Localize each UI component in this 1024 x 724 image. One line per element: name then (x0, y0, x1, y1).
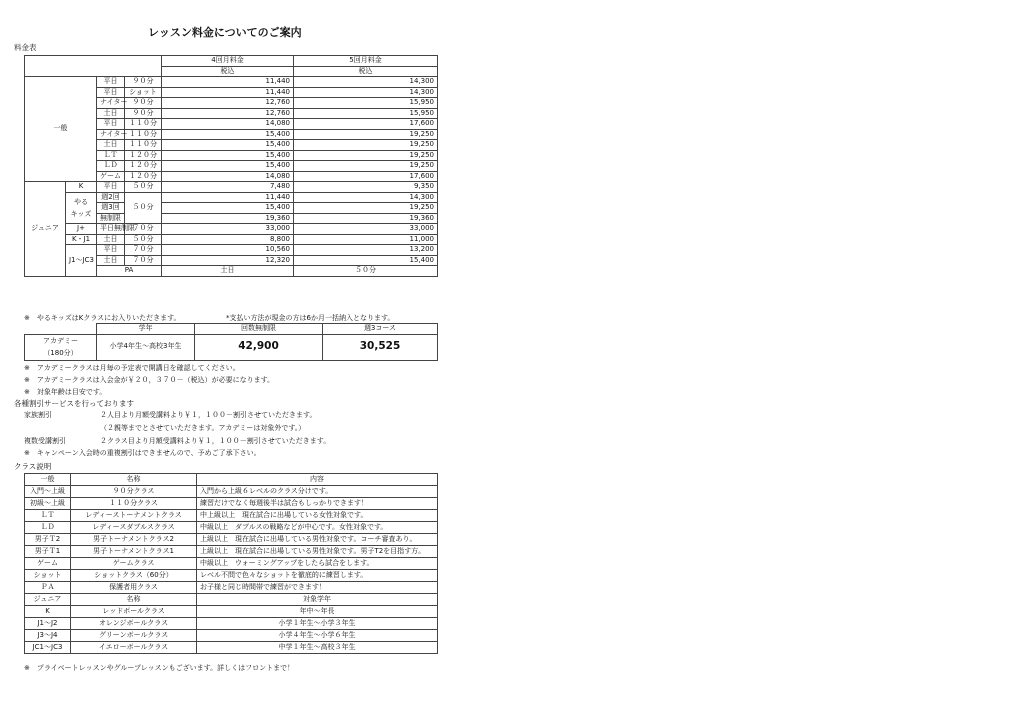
academy-note-2: ※ 対象年齢は目安です。 (24, 388, 107, 396)
jplus-p4: 33,000 (162, 224, 294, 235)
academy-grade: 小学4年生～高校3年生 (97, 334, 195, 360)
class-name: 男子トーナメントクラス1 (71, 546, 197, 558)
general-day: ナイター (97, 129, 125, 140)
general-price-5: 15,950 (294, 98, 438, 109)
junior-k-label: K (66, 182, 97, 193)
kj1-day: 土日 (97, 234, 125, 245)
kj1-p4: 8,800 (162, 234, 294, 245)
class-level: 男子Ｔ2 (25, 534, 71, 546)
general-price-4: 12,760 (162, 98, 294, 109)
general-duration: １２０分 (125, 150, 162, 161)
junior-class-name: オレンジボールクラス (71, 618, 197, 630)
academy-note-1: ※ アカデミークラスは入会金が￥２０，３７０－（税込）が必要になります。 (24, 376, 275, 384)
junior-class-header-name: 名称 (71, 594, 197, 606)
class-name: ショットクラス（60分） (71, 570, 197, 582)
j1jc3-label: J1～JC3 (66, 245, 97, 277)
pa-day: 土日 (162, 266, 294, 277)
general-day: ナイター (97, 98, 125, 109)
junior-k-p4: 7,480 (162, 182, 294, 193)
junior-class-row (25, 630, 438, 642)
junior-k-day: 平日 (97, 182, 125, 193)
header-5-times: 5回月料金 (294, 56, 438, 67)
j1jc3-row-1-p4: 12,320 (162, 255, 294, 266)
j1jc3-row-0-p5: 13,200 (294, 245, 438, 256)
class-row (25, 534, 438, 546)
general-price-5: 19,250 (294, 150, 438, 161)
general-price-5: 19,250 (294, 161, 438, 172)
class-row (25, 558, 438, 570)
j1jc3-row-0-day: 平日 (97, 245, 125, 256)
junior-rows (25, 182, 438, 277)
multi-discount-label: 複数受講割引 (24, 437, 66, 445)
junior-k-dur: ５０分 (125, 182, 162, 193)
academy-note-0: ※ アカデミークラスは月毎の予定表で開講日を確認してください。 (24, 364, 240, 372)
yaru-kids-label: やる キッズ (66, 192, 97, 224)
j1jc3-row-1-dur: ７０分 (125, 255, 162, 266)
class-row (25, 510, 438, 522)
header-4-times: 4回月料金 (162, 56, 294, 67)
class-header-name: 名称 (71, 474, 197, 486)
class-row (25, 582, 438, 594)
general-duration: １２０分 (125, 161, 162, 172)
general-duration: １１０分 (125, 140, 162, 151)
class-content: 入門から上級６レベルのクラス分けです。 (197, 486, 438, 498)
academy-header-week3: 週3コース (323, 324, 438, 335)
j1jc3-row-0-dur: ７０分 (125, 245, 162, 256)
yaru-row-2-p4: 19,360 (162, 213, 294, 224)
class-header-content: 内容 (197, 474, 438, 486)
multi-discount-text: ２クラス目より月額受講料より￥１，１００－割引させていただきます。 (100, 437, 331, 445)
kj1-dur: ５０分 (125, 234, 162, 245)
academy-header-grade: 学年 (97, 324, 195, 335)
class-name: レディースダブルスクラス (71, 522, 197, 534)
general-price-4: 14,080 (162, 119, 294, 130)
pa-label: PA (97, 266, 162, 277)
j1jc3-row-1-p5: 15,400 (294, 255, 438, 266)
class-level: ショット (25, 570, 71, 582)
general-day: ＬＴ (97, 150, 125, 161)
family-discount-label: 家族割引 (24, 411, 52, 419)
jplus-p5: 33,000 (294, 224, 438, 235)
general-price-4: 11,440 (162, 77, 294, 88)
note-kids: ※ やるキッズはKクラスにお入りいただきます。 (24, 314, 181, 322)
yaru-row-0-p4: 11,440 (162, 192, 294, 203)
class-row (25, 546, 438, 558)
junior-class-name: レッドボールクラス (71, 606, 197, 618)
class-name: １１０分クラス (71, 498, 197, 510)
kj1-label: K・J1 (66, 234, 97, 245)
academy-header-unlimited: 回数無制限 (195, 324, 323, 335)
junior-class-grade: 小学１年生～小学３年生 (197, 618, 438, 630)
junior-class-header-grade: 対象学年 (197, 594, 438, 606)
class-content: お子様と同じ時間帯で練習ができます！ (197, 582, 438, 594)
general-price-5: 14,300 (294, 87, 438, 98)
general-day: 平日 (97, 77, 125, 88)
class-header-general: 一般 (25, 474, 71, 486)
campaign-note: ※ キャンペーン入会時の重複割引はできませんので、予めご了承下さい。 (24, 449, 261, 457)
class-level: 初級～上級 (25, 498, 71, 510)
general-price-5: 17,600 (294, 171, 438, 182)
general-day: ＬＤ (97, 161, 125, 172)
general-duration: １１０分 (125, 129, 162, 140)
general-day: 土日 (97, 140, 125, 151)
class-content: 中上級以上 現在試合に出場している女性対象です。 (197, 510, 438, 522)
family-discount-text: ２人目より月額受講料より￥１，１００－割引させていただきます。 (100, 411, 317, 419)
class-content: 上級以上 現在試合に出場している男性対象です。コーチ審査あり。 (197, 534, 438, 546)
junior-class-code: JC1～JC3 (25, 642, 71, 654)
junior-class-code: J1～J2 (25, 618, 71, 630)
subheader-tax-5: 税込 (294, 66, 438, 77)
class-level: 男子Ｔ1 (25, 546, 71, 558)
general-rows (25, 77, 438, 182)
junior-class-rows (25, 606, 438, 654)
class-level: ゲーム (25, 558, 71, 570)
general-day: 平日 (97, 87, 125, 98)
class-section-label: クラス説明 (14, 462, 52, 471)
class-level: 入門～上級 (25, 486, 71, 498)
class-rows (25, 486, 438, 594)
general-price-4: 15,400 (162, 150, 294, 161)
yaru-dur: ５０分 (125, 192, 162, 224)
general-price-5: 14,300 (294, 77, 438, 88)
general-duration: ９０分 (125, 108, 162, 119)
price-section-label: 料金表 (14, 43, 37, 52)
yaru-row-0-p5: 14,300 (294, 192, 438, 203)
general-price-4: 11,440 (162, 87, 294, 98)
yaru-row-1-day: 週3回 (97, 203, 125, 214)
general-price-row (25, 77, 438, 88)
general-duration: ショット (125, 87, 162, 98)
academy-label: アカデミー （180分） (25, 334, 97, 360)
junior-class-grade: 中学１年生～高校３年生 (197, 642, 438, 654)
family-discount-sub: （２親等までとさせていただきます。アカデミーは対象外です。） (100, 424, 306, 432)
pa-dur: ５０分 (294, 266, 438, 277)
class-name: 男子トーナメントクラス2 (71, 534, 197, 546)
yaru-row-1-p4: 15,400 (162, 203, 294, 214)
note-payment: *支払い方法が現金の方は6か月一括納入となります。 (226, 314, 395, 322)
junior-class-row (25, 642, 438, 654)
jplus-day: 平日無制限 (97, 224, 125, 235)
footer-note: ※ プライベートレッスンやグループレッスンもございます。詳しくはフロントまで！ (24, 664, 295, 672)
class-row (25, 498, 438, 510)
class-row (25, 486, 438, 498)
academy-table (24, 323, 438, 361)
j1jc3-row-1-day: 土日 (97, 255, 125, 266)
general-price-5: 15,950 (294, 108, 438, 119)
general-price-4: 15,400 (162, 161, 294, 172)
junior-class-grade: 小学４年生～小学６年生 (197, 630, 438, 642)
class-content: 中級以上 ウォーミングアップをしたら試合をします。 (197, 558, 438, 570)
general-price-5: 19,250 (294, 140, 438, 151)
general-label: 一般 (25, 77, 97, 182)
jplus-label: J+ (66, 224, 97, 235)
academy-unlimited-price: 42,900 (195, 334, 323, 360)
class-name: ９０分クラス (71, 486, 197, 498)
class-name: レディーストーナメントクラス (71, 510, 197, 522)
general-price-4: 14,080 (162, 171, 294, 182)
junior-class-header: ジュニア (25, 594, 71, 606)
general-duration: ９０分 (125, 98, 162, 109)
class-content: 練習だけでなく毎週後半は試合もしっかりできます！ (197, 498, 438, 510)
yaru-row-0-day: 週2回 (97, 192, 125, 203)
j1jc3-row-0-p4: 10,560 (162, 245, 294, 256)
price-table (24, 55, 438, 277)
general-day: 土日 (97, 108, 125, 119)
general-price-5: 17,600 (294, 119, 438, 130)
general-price-4: 12,760 (162, 108, 294, 119)
yaru-row-2-p5: 19,360 (294, 213, 438, 224)
yaru-row-1-p5: 19,250 (294, 203, 438, 214)
junior-class-row (25, 606, 438, 618)
general-price-4: 15,400 (162, 140, 294, 151)
kj1-p5: 11,000 (294, 234, 438, 245)
general-duration: ９０分 (125, 77, 162, 88)
yaru-row-2-day: 無制限 (97, 213, 125, 224)
class-name: ゲームクラス (71, 558, 197, 570)
jplus-dur: ７０分 (125, 224, 162, 235)
junior-class-code: J3～J4 (25, 630, 71, 642)
class-level: ＬＤ (25, 522, 71, 534)
junior-class-code: K (25, 606, 71, 618)
class-row (25, 570, 438, 582)
junior-k-p5: 9,350 (294, 182, 438, 193)
class-table (24, 473, 438, 654)
general-price-4: 15,400 (162, 129, 294, 140)
class-name: 保護者用クラス (71, 582, 197, 594)
general-duration: １１０分 (125, 119, 162, 130)
class-level: ＬＴ (25, 510, 71, 522)
junior-class-name: イエローボールクラス (71, 642, 197, 654)
general-day: ゲーム (97, 171, 125, 182)
junior-class-name: グリーンボールクラス (71, 630, 197, 642)
junior-class-row (25, 618, 438, 630)
general-price-5: 19,250 (294, 129, 438, 140)
class-level: ＰＡ (25, 582, 71, 594)
academy-week3-price: 30,525 (323, 334, 438, 360)
subheader-tax-4: 税込 (162, 66, 294, 77)
discount-heading: 各種割引サービスを行っております (14, 399, 134, 408)
class-content: 中級以上 ダブルスの戦略などが中心です。女性対象です。 (197, 522, 438, 534)
class-row (25, 522, 438, 534)
class-content: 上級以上 現在試合に出場している男性対象です。男子T2を目指す方。 (197, 546, 438, 558)
general-duration: １２０分 (125, 171, 162, 182)
junior-label: ジュニア (25, 182, 66, 277)
class-content: レベル不問で色々なショットを徹底的に練習します。 (197, 570, 438, 582)
general-day: 平日 (97, 119, 125, 130)
page-title: レッスン料金についてのご案内 (148, 26, 302, 39)
junior-class-grade: 年中～年長 (197, 606, 438, 618)
